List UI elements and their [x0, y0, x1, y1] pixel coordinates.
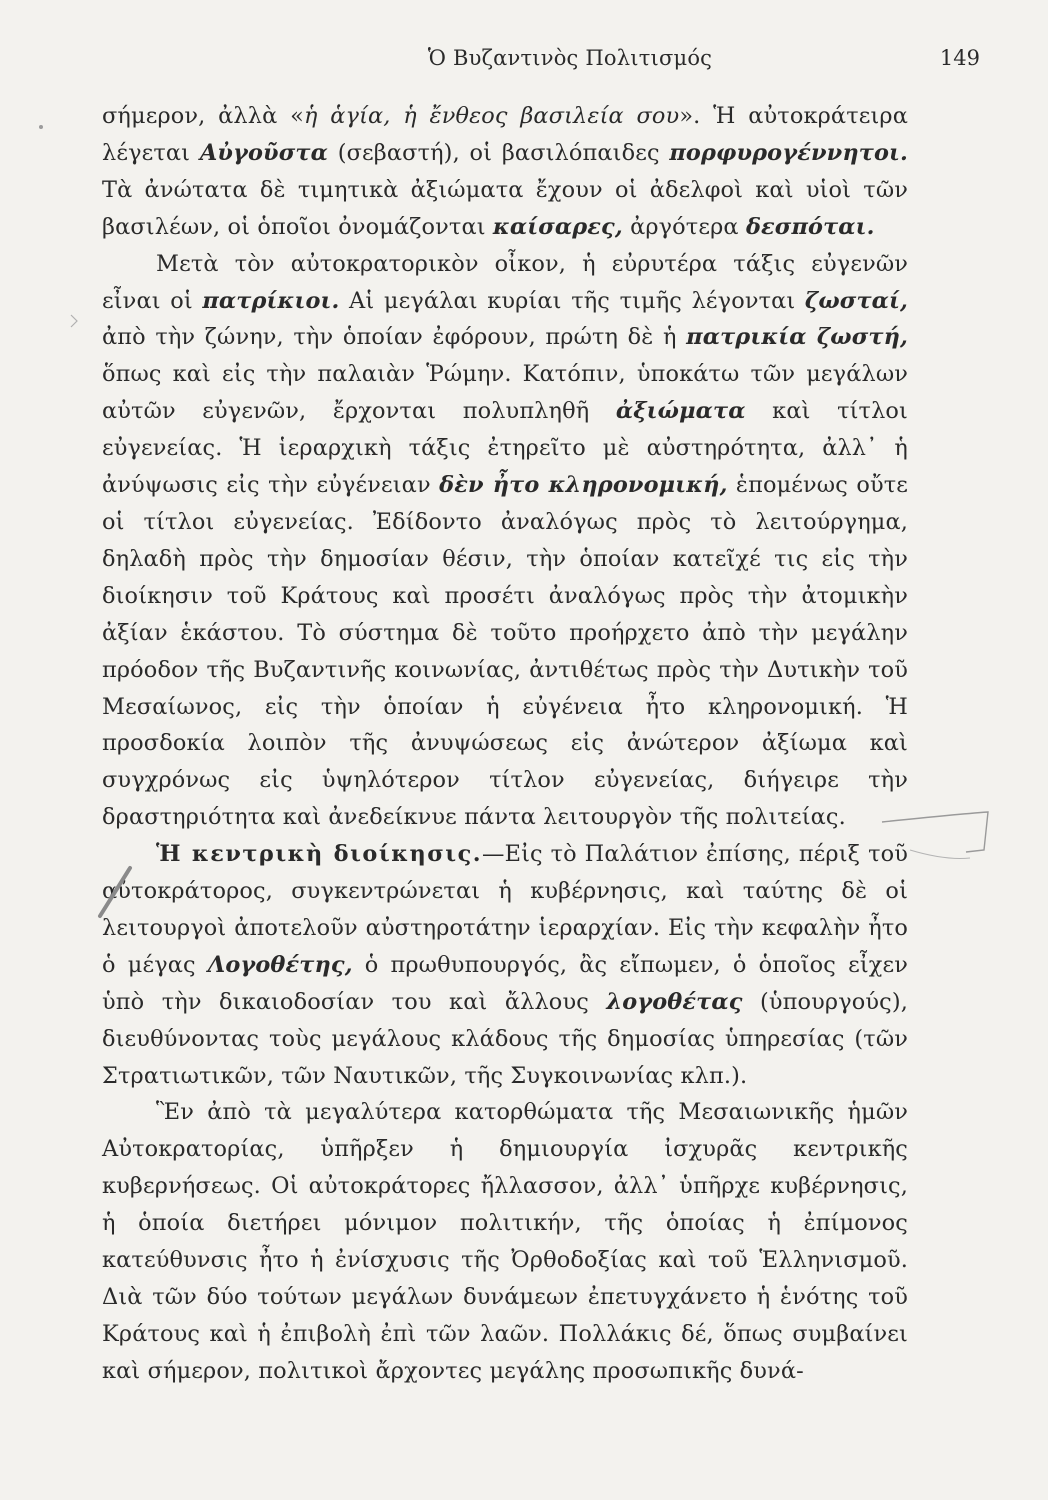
page-number: 149 [939, 46, 980, 70]
text-run: καὶ τίτλοι εὐγενείας. Ἡ ἱεραρχικὴ τάξις ἐτηρεῖτο μὲ αὐστηρότητα, ἀλλ᾿ ἡ ἀνύψωσις εἰς τὴν εὐγένειαν [102, 398, 908, 499]
text-run: (ὑπουργούς), διευθύνοντας τοὺς μεγάλους κλάδους τῆς δημοσίας ὑπηρεσίας (τῶν Στρατιωτικῶν, τῶν Ναυτικῶν, τῆς Συγκοινωνίας κλπ.). [102, 988, 908, 1089]
emphasized-term: ἡ ἁγία, ἡ ἔνθεος βασιλεία σου [303, 103, 680, 129]
emphasized-term: ζωσταί, [804, 287, 908, 314]
section-heading: Ἡ κεντρικὴ διοίκησις. [156, 841, 483, 868]
text-run: Ἓν ἀπὸ τὰ μεγαλύτερα κατορθώματα τῆς Μεσαιωνικῆς ἡμῶν Αὐτοκρατορίας, ὑπῆρξεν ἡ δημιουργία ἰσχυρᾶς κεντρικῆς κυβερνήσεως. Οἱ αὐτοκράτορες ἤλλασσον, ἀλλ᾿ ὑπῆρχε κυβέρνησις, ἡ ὁποία διετήρει μόνιμον πολιτικήν, τῆς ὁποίας ἡ ἐπίμονος κατεύθυνσις ἦτο ἡ ἐνίσχυσις τῆς Ὀρθοδοξίας καὶ τοῦ Ἑλληνισμοῦ. Διὰ τῶν δύο τούτων μεγάλων δυνάμεων ἐπετυγχάνετο ἡ ἑνότης τοῦ Κράτους καὶ ἡ ἐπιβολὴ ἐπὶ τῶν λαῶν. Πολλάκις δέ, ὅπως συμβαίνει καὶ σήμερον, πολιτικοὶ ἄρχοντες μεγάλης προσωπικῆς δυνά- [102, 1099, 908, 1384]
text-run: ὁ πρωθυπουργός, ἂς εἴπωμεν, ὁ ὁποῖος εἶχεν ὑπὸ τὴν δικαιοδοσίαν του καὶ ἄλλους [102, 951, 909, 1015]
text-run: ἑπομένως οὔτε οἱ τίτλοι εὐγενείας. Ἐδίδοντο ἀναλόγως πρὸς τὸ λειτούργημα, δηλαδὴ πρὸς τὴν δημοσίαν θέσιν, τὴν ὁποίαν κατεῖχέ τις εἰς τὴν διοίκησιν τοῦ Κράτους καὶ προσέτι ἀναλόγως πρὸς τὴν ἀτομικὴν ἀξίαν ἑκάστου. Τὸ σύστημα δὲ τοῦτο προήρχετο ἀπὸ τὴν μεγάλην πρόοδον τῆς Βυζαντινῆς κοινωνίας, ἀντιθέτως πρὸς τὴν Δυτικὴν τοῦ Μεσαίωνος, εἰς τὴν ὁποίαν ἡ εὐγένεια ἦτο κληρονομική. Ἡ προσδοκία λοιπὸν τῆς ἀνυψώσεως εἰς ἀνώτερον ἀξίωμα καὶ συγχρόνως εἰς ὑψηλότερον τίτλον εὐγενείας, διήγειρε τὴν δραστηριότητα καὶ ἀνεδείκνυε πάντα λειτουργὸν τῆς πολιτείας. [102, 472, 908, 831]
text-run: ἀπὸ τὴν ζώνην, τὴν ὁποίαν ἐφόρουν, πρώτη δὲ ἡ [102, 324, 687, 351]
margin-tick-mark [68, 312, 82, 330]
running-head [100, 42, 980, 76]
margin-dot-mark [34, 120, 48, 134]
text-run: ὅπως καὶ εἰς τὴν παλαιὰν Ῥώμην. Κατόπιν, ὑποκάτω τῶν μεγάλων αὐτῶν εὐγενῶν, ἔρχονται πολυπληθῆ [102, 361, 908, 425]
emphasized-term: ἀξιώματα [615, 398, 746, 425]
emphasized-term: Αὐγοῦστα [199, 139, 328, 166]
text-run: ἀργότερα [622, 213, 746, 240]
paragraph [102, 836, 908, 1094]
emphasized-term: δὲν ἦτο κληρονομική, [439, 472, 728, 499]
text-run: σήμερον, ἀλλὰ « [102, 103, 304, 129]
text-run: ». Ἡ αὐτοκράτειρα λέγεται [102, 103, 908, 166]
body-text [102, 98, 908, 1390]
emphasized-term: καίσαρες, [492, 213, 623, 240]
emphasized-term: πατρικία ζωστή, [686, 324, 908, 351]
text-run: (σεβαστή), οἱ βασιλόπαιδες [328, 139, 670, 166]
emphasized-term: πορφυρογέννητοι. [669, 139, 908, 166]
paragraph [102, 1094, 908, 1389]
text-run: Τὰ ἀνώτατα δὲ τιμητικὰ ἀξιώματα ἔχουν οἱ ἀδελφοὶ καὶ υἱοὶ τῶν βασιλέων, οἱ ὁποῖοι ὀνομάζονται [102, 176, 908, 240]
text-run: Μετὰ τὸν αὐτοκρατορικὸν οἶκον, ἡ εὐρυτέρα τάξις εὐγενῶν εἶναι οἱ [102, 250, 908, 314]
emphasized-term: Λογοθέτης, [207, 951, 353, 978]
paragraph [102, 98, 908, 246]
running-title: Ὁ Βυζαντινὸς Πολιτισμός [427, 46, 713, 70]
paragraph [102, 246, 908, 837]
emphasized-term: λογοθέτας [606, 988, 743, 1015]
emphasized-term: δεσπόται. [745, 213, 875, 240]
text-run: —Εἰς τὸ Παλάτιον ἐπίσης, πέριξ τοῦ αὐτοκράτορος, συγκεντρώνεται ἡ κυβέρνησις, καὶ ταύτης δὲ οἱ λειτουργοὶ ἀποτελοῦν αὐστηροτάτην ἱεραρχίαν. Εἰς τὴν κεφαλὴν ἦτο ὁ μέγας [102, 841, 908, 978]
text-run: Αἱ μεγάλαι κυρίαι τῆς τιμῆς λέγονται [339, 287, 805, 314]
emphasized-term: πατρίκιοι. [202, 287, 340, 314]
